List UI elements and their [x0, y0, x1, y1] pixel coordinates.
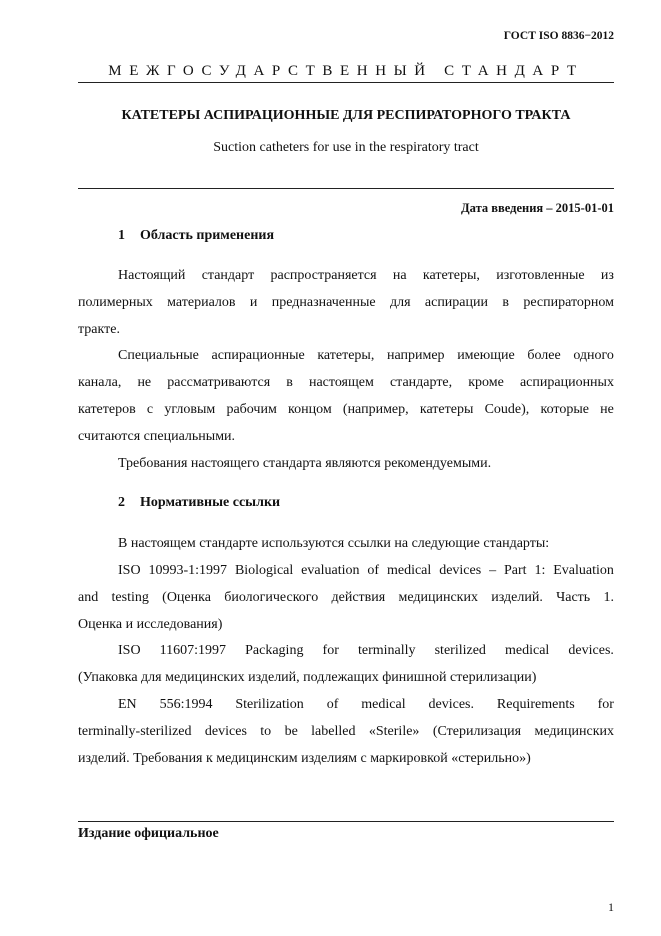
- word: 1:: [534, 563, 546, 578]
- section-2-title: Нормативные ссылки: [140, 495, 281, 510]
- word: 556:1994: [159, 697, 213, 712]
- word: Packaging: [245, 643, 304, 658]
- word: имеющие: [457, 348, 515, 363]
- title-russian: КАТЕТЕРЫ АСПИРАЦИОННЫЕ ДЛЯ РЕСПИРАТОРНОГО ТРАКТА: [121, 108, 571, 123]
- word: Настоящий: [118, 268, 186, 283]
- word: Evaluation: [553, 563, 614, 578]
- page-number: 1: [608, 900, 614, 914]
- word: 10993-1:1997: [148, 563, 228, 578]
- reference-line: изделий. Требования к медицинским изделиям с маркировкой «стерильно»): [78, 751, 531, 766]
- reference-line: [118, 562, 614, 580]
- word: респираторном: [523, 295, 614, 310]
- word: medical: [386, 563, 432, 578]
- word: EN: [118, 697, 137, 712]
- word: «Sterile»: [368, 724, 420, 739]
- word: медицинских: [534, 724, 614, 739]
- paragraph-line: [118, 267, 614, 285]
- word: настоящем: [308, 375, 374, 390]
- word: из: [600, 268, 614, 283]
- paragraph-line: [78, 294, 614, 312]
- word: канала,: [78, 375, 122, 390]
- section-2-number: 2: [118, 495, 125, 510]
- word: and: [78, 590, 99, 605]
- paragraph-line: [118, 347, 614, 365]
- word: стандарте,: [389, 375, 453, 390]
- word: labelled: [311, 724, 356, 739]
- word: рассматриваются: [167, 375, 271, 390]
- word: Sterilization: [235, 697, 304, 712]
- word: of: [367, 563, 380, 578]
- reference-line: [78, 723, 614, 741]
- reference-line: (Упаковка для медицинских изделий, подлежащих финишной стерилизации): [78, 670, 537, 685]
- word: (Оценка: [162, 590, 211, 605]
- reference-line: Оценка и исследования): [78, 617, 223, 632]
- word: Requirements: [496, 697, 575, 712]
- word: предназначенные: [271, 295, 376, 310]
- paragraph-line: [78, 374, 614, 392]
- word: для: [389, 295, 411, 310]
- word: одного: [573, 348, 614, 363]
- word: devices.: [568, 643, 614, 658]
- word: Часть: [556, 590, 591, 605]
- word: которые: [540, 402, 589, 417]
- edition-label: Издание официальное: [78, 826, 219, 841]
- word: угловым: [164, 402, 216, 417]
- word: devices.: [428, 697, 474, 712]
- word: to: [260, 724, 272, 739]
- paragraph-line: считаются специальными.: [78, 429, 236, 444]
- word: и: [249, 295, 258, 310]
- word: стандарт: [201, 268, 255, 283]
- word: аспирации: [424, 295, 488, 310]
- section-1-heading: [118, 228, 274, 244]
- reference-line: [118, 642, 614, 660]
- word: (Стерилизация: [432, 724, 522, 739]
- word: (например,: [342, 402, 409, 417]
- section-2-heading: [118, 495, 280, 511]
- word: медицинских: [398, 590, 478, 605]
- word: не: [600, 402, 614, 417]
- word: medical: [361, 697, 406, 712]
- word: evaluation: [301, 563, 360, 578]
- word: действия: [331, 590, 386, 605]
- word: of: [326, 697, 339, 712]
- word: кроме: [468, 375, 504, 390]
- paragraph-line: [78, 401, 614, 419]
- title-divider: [78, 188, 614, 189]
- word: terminally-sterilized: [78, 724, 192, 739]
- word: Coude),: [484, 402, 530, 417]
- word: не: [137, 375, 152, 390]
- footer-divider: [78, 821, 614, 822]
- word: ISO: [118, 563, 141, 578]
- reference-line: [118, 696, 614, 714]
- word: devices: [204, 724, 247, 739]
- word: катетеров: [78, 402, 136, 417]
- word: Biological: [234, 563, 294, 578]
- word: –: [489, 563, 497, 578]
- word: в: [502, 295, 509, 310]
- word: for: [322, 643, 339, 658]
- paragraph-line: Требования настоящего стандарта являются рекомендуемыми.: [118, 456, 492, 471]
- word: с: [146, 402, 154, 417]
- word: более: [527, 348, 561, 363]
- word: Part: [503, 563, 527, 578]
- word: катетеры,: [317, 348, 375, 363]
- word: катетеры: [419, 402, 474, 417]
- word: 1.: [603, 590, 614, 605]
- interstate-standard-label: МЕЖГОСУДАРСТВЕННЫЙ СТАНДАРТ: [108, 63, 584, 79]
- word: аспирационные: [211, 348, 305, 363]
- section-1-title: Область применения: [140, 228, 275, 243]
- word: например: [386, 348, 445, 363]
- word: материалов: [167, 295, 236, 310]
- word: medical: [505, 643, 550, 658]
- word: аспирационных: [519, 375, 614, 390]
- title-english: Suction catheters for use in the respiratory tract: [213, 140, 479, 155]
- word: Специальные: [118, 348, 199, 363]
- section-1-number: 1: [118, 228, 125, 243]
- word: testing: [111, 590, 149, 605]
- paragraph-line: В настоящем стандарте используются ссылки на следующие стандарты:: [118, 536, 550, 551]
- word: for: [597, 697, 614, 712]
- word: распространяется: [270, 268, 377, 283]
- reference-line: [78, 589, 614, 607]
- word: катетеры,: [422, 268, 480, 283]
- word: terminally: [357, 643, 416, 658]
- word: sterilized: [434, 643, 486, 658]
- word: полимерных: [78, 295, 153, 310]
- word: биологического: [224, 590, 319, 605]
- word: в: [286, 375, 293, 390]
- word: изделий.: [491, 590, 543, 605]
- word: 11607:1997: [159, 643, 227, 658]
- paragraph-line: тракте.: [78, 322, 120, 337]
- document-code: ГОСТ ISO 8836−2012: [503, 30, 614, 42]
- word: devices: [439, 563, 482, 578]
- word: be: [284, 724, 298, 739]
- word: изготовленные: [496, 268, 585, 283]
- word: на: [392, 268, 407, 283]
- word: рабочим: [226, 402, 277, 417]
- effective-date: Дата введения – 2015-01-01: [461, 201, 614, 215]
- word: ISO: [118, 643, 141, 658]
- word: концом: [288, 402, 332, 417]
- top-divider: [78, 82, 614, 83]
